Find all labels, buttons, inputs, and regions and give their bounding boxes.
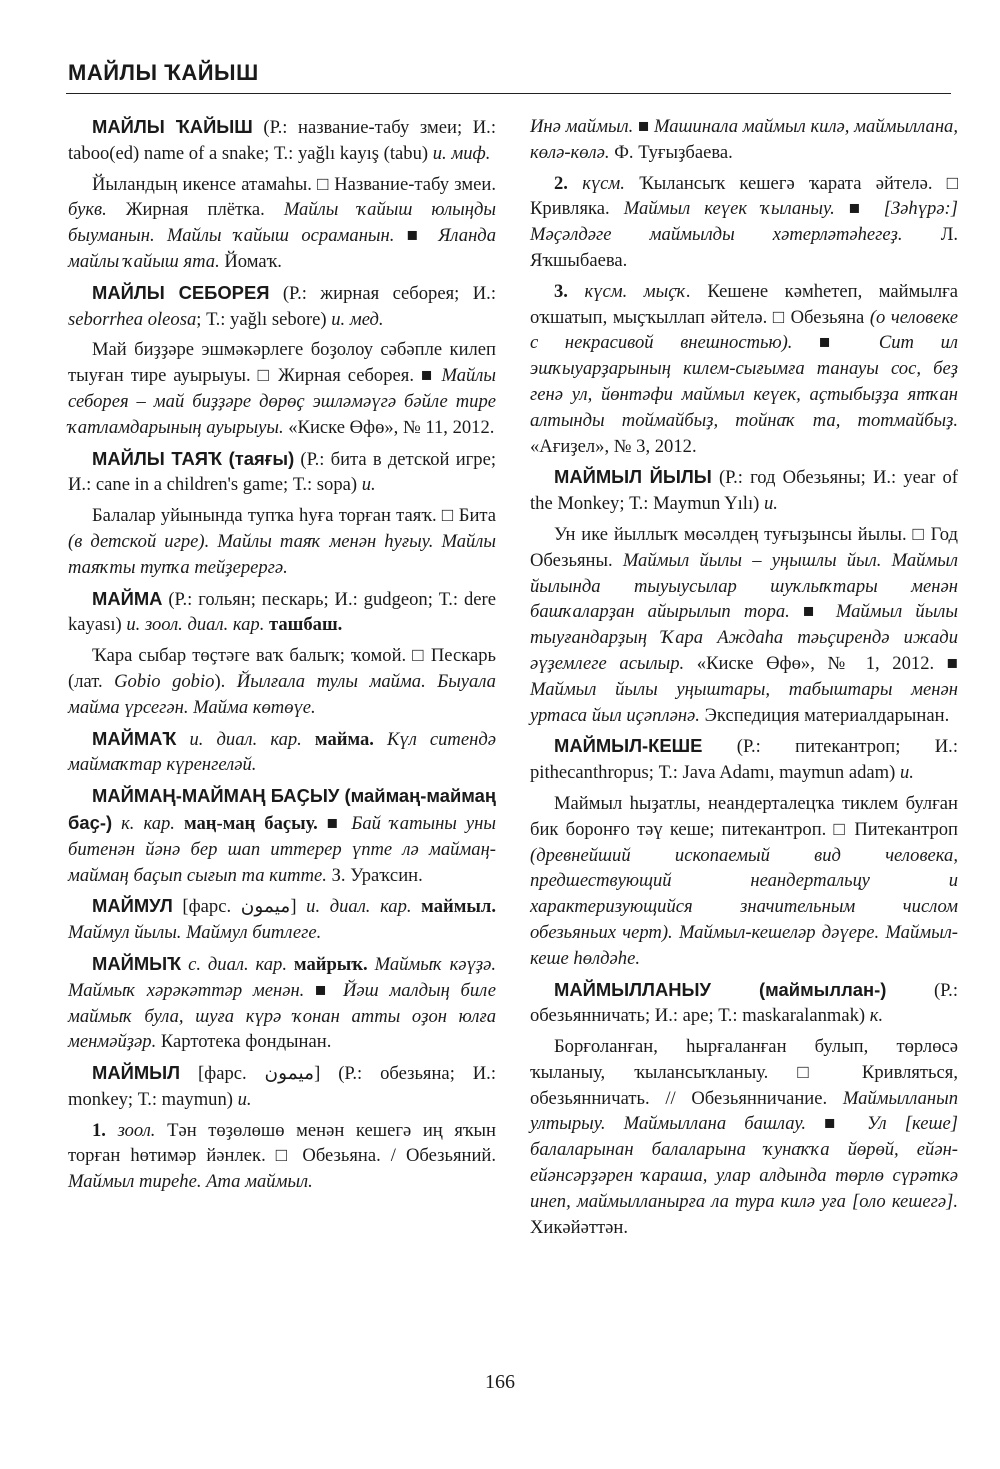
entry-paragraph [530,791,958,972]
entry-paragraph [530,171,958,274]
headword: МАЙМУЛ [92,895,173,917]
entry-paragraph [68,586,496,639]
entry-text: и. [763,493,778,515]
entry-text: Күл ситендә маймаҡтар күренгеләй. [68,728,496,776]
entry-text: 2. [554,172,583,194]
entry-paragraph [68,446,496,499]
entry-text: Маймыл һыҙатлы, неандерталецҡа тиклем булған бик боронғо тәү кеше; питекантроп. □ Питекантроп [530,792,958,840]
entry-text: майма. [301,728,374,750]
entry-text: Йылғала тулы майма. Быуала майма үрсегән. Майма көтөүе. [68,670,496,718]
entry-text [112,813,121,834]
entry-text: маң-маң баҫыу. [174,812,318,834]
headword: МАЙЛЫ СЕБОРЕЯ [92,281,270,303]
entry-text: Жирная плётка. [106,199,284,221]
entry-text: Маймыл йылы – уңышлы йыл. Маймыл йылында тыуыусылар шуҡлыҡтары менән башҡаларҙан айырылып тора. ■ Маймыл йылы тыуғандарҙың Ҡара Аждаһа тәьҫирендә ижади әүҙемлеге асылыр. [530,549,958,674]
headword: МАЙМЫЛ-КЕШЕ [554,735,703,757]
entry-text: к. кар. [121,812,175,834]
entry-text: (Р.: обезьянничать; И.: ape; Т.: maskaralanmak) [530,979,958,1027]
entry-paragraph [530,464,958,517]
entry-text: (Р.: жирная себорея; И.: [269,282,496,304]
entry-text: зоол. [117,1119,156,1141]
entry-text: (древнейший ископаемый вид человека, предшествующий неандертальцу и характеризующийся значительным числом обезьяньих черт). Маймыл-кешеләр дәүере. Маймыл-кеше һөлдәһе. [530,844,958,969]
entry-text: и. зоол. диал. кар. [126,614,265,636]
entry-text: Маймылланып ултырыу. Маймыллана башлау. ■ Ул [кеше] балаларынан балаларына ҡунаҡҡа йөрөй, ейән-ейәнсәрҙәрен ҡараша, улар алдында төрлө сүрәткә инеп, маймылланырға ла тура килә уға [оло кешегә]. [530,1087,958,1212]
entry-text: «Ағиҙел», № 3, 2012. [530,435,697,457]
entry-text: «Киске Өфө», № 1, 2012. [684,652,947,674]
entry-text: Ф. Туғыҙбаева. [609,141,733,163]
entry-text: күсм. мыҫҡ. [584,280,691,302]
entry-text: З. Ураҡсин. [326,864,423,886]
entry-text: 3. [554,280,585,302]
entry-text: ■ Маймыл йылы уңыштары, табыштары менән уртаса йыл иҫәпләнә. [530,652,958,726]
entry-text: Маймыл тиреһе. Ата маймыл. [68,1171,313,1193]
entry-text: Ҡылансыҡ кешегә ҡарата әйтелә. □ Кривляка. [530,172,958,220]
entry-text: ; Т.: yağlı sebore) [196,308,332,330]
entry-text: Маймул йылы. Маймул битлеге. [68,922,322,944]
entry-text: Борғоланған, һырғаланған булып, төрлөсә ҡыланыу, ҡылансыҡланыу. □ Кривляться, обезьянничать. // Обезьянничание. [530,1036,958,1109]
entry-text: ■ Бай ҡатыны уны битенән йәнә бер шап иттерер үпте лә маймаң-маймаң баҫып сығып та китте. [68,812,496,886]
entry-text: (Р.: бита в детской игре; И.: cane in a children's game; Т.: sopa) [68,448,496,496]
entry-paragraph [68,783,496,888]
entry-text: и. диал. кар. [306,896,412,918]
entry-text: [фарс. میمون] [172,896,307,918]
running-head: МАЙЛЫ ҠАЙЫШ [68,60,259,85]
entry-paragraph [68,337,496,440]
column-left [68,114,496,1200]
entry-text: Майлы ҡайыш юлыңды быуманын. Майлы ҡайыш осраманын. ■ Яланда майлы ҡайыш ята. [68,199,496,272]
entry-paragraph [530,977,958,1030]
entry-text: Кешене кәмһетеп, маймылға оҡшатып, мыҫҡыллап әйтелә. □ Обезьяна [530,280,959,328]
entry-text: букв. [68,199,107,221]
entry-paragraph [530,1034,958,1240]
entry-text: ). [214,670,237,692]
entry-text: с. диал. кар. [188,953,287,975]
page-number: 166 [485,1371,515,1393]
entry-text: Ун ике йыллыҡ мөсәлдең туғыҙынсы йылы. □ Год Обезьяны. [530,523,958,571]
entry-paragraph [530,733,958,786]
entry-text: [фарс. میمون] (Р.: обезьяна; И.: monkey; Т.: maymun) [68,1063,496,1110]
entry-text: (Р.: название-табу змеи; И.: taboo(ed) name of a snake; Т.: yağlı kayış (tabu) [68,117,496,164]
headword: МАЙМЫЛЛАНЫУ (маймыллан-) [554,978,887,1000]
headword: МАЙМЫЛ [92,1062,181,1084]
entry-text: «Киске Өфө», № 11, 2012. [283,416,495,438]
headword: МАЙМАҢ-МАЙМАҢ БАҪЫУ (маймаң-маймаң баҫ-) [68,785,496,833]
headword: МАЙЛЫ ҠАЙЫШ [92,116,253,137]
entry-text: майрыҡ. [287,953,368,975]
entry-text: seborrhea oleosa [68,308,197,330]
entry-paragraph [68,893,496,946]
entry-paragraph [68,726,496,779]
entry-text: Инә маймыл. ■ Машинала маймыл килә, маймыллана, көлә-көлә. [530,116,958,163]
entry-paragraph [530,114,958,166]
entry-text: Балалар уйынында тупҡа һуға торған таяҡ. □ Бита [92,505,496,527]
entry-text: и. [237,1088,252,1110]
headword: МАЙМЫЛ ЙЫЛЫ [554,466,712,488]
headword: МАЙМЫҠ [92,952,182,974]
entry-text: 1. [92,1119,118,1141]
entry-text: и. мед. [331,308,384,330]
entry-text: Л. Яҡшыбаева. [530,224,958,271]
entry-paragraph [68,172,496,275]
entry-text: и. [899,762,914,784]
column-right [530,114,958,1245]
entry-text: Картотека фондынан. [156,1031,332,1053]
entry-text [176,729,189,750]
headword: МАЙЛЫ ТАЯҠ (таяғы) [92,447,295,469]
entry-text: күсм. [582,172,625,194]
entry-text: ■ Майлы себорея – май биҙҙәре дөрөҫ эшләмәүгә бәйле тире ҡатламдарының ауырыуы. [68,365,496,438]
entry-paragraph [530,522,958,728]
entry-text: (Р.: питекантроп; И.: pithecanthropus; Т.: Java Adamı, maymun adam) [530,736,958,784]
entry-text: и. [361,474,376,496]
entry-paragraph [68,951,496,1055]
entry-paragraph [68,643,496,720]
entry-text: (о человеке с некрасивой внешностью). ■ Сит ил эшҡыуарҙарының килем-сығымға танауы сос, беҙ генә ул, йөнтәфи маймыл кеүек, аҫтыбыҙҙа ятҡан алтынды тоймайбыҙ, тойнаҡ та, тотмайбыҙ. [530,306,958,431]
header-rule [66,93,951,94]
entry-text [368,954,375,975]
entry-text: Йыландың икенсе атамаһы. □ Название-табу змеи. [92,173,496,195]
entry-paragraph [68,114,496,167]
entry-text: и. диал. кар. [189,728,302,750]
entry-text: (Р.: год Обезьяны; И.: year of the Monkey; Т.: Maymun Yılı) [530,467,958,515]
entry-text: Экспедиция материалдарынан. [699,704,950,726]
entry-text: Тән төҙөлөшө менән кешегә иң яҡын торған һөтимәр йәнлек. □ Обезьяна. / Обезьяний. [68,1119,496,1167]
entry-paragraph [68,280,496,333]
entry-text: Маймыҡ кәүҙә. Маймыҡ хәрәкәттәр менән. ■ Йәш малдың биле маймыҡ була, шуға күрә ҡонан атты оҙон юлға менмәйҙәр. [68,953,496,1053]
entry-text: маймыл. [411,896,496,918]
entry-text: Маймыл кеүек ҡыланыу. ■ [Зәһүрә:] Мәҫәлдәге маймылды хәтерләтәһегеҙ. [530,198,958,246]
headword: МАЙМАҠ [92,727,177,749]
entry-text: (в детской игре). Майлы таяҡ менән һуғыу. Майлы таяҡты тупҡа тейҙерергә. [68,530,496,578]
entry-text: и. миф. [432,142,491,164]
entry-paragraph [68,503,496,580]
entry-text: Хикәйәттән. [530,1216,628,1238]
headword: МАЙМА [92,587,163,609]
entry-paragraph [68,1060,496,1113]
entry-text: Gobio gobio [114,670,215,692]
entry-text: Май биҙҙәре эшмәкәрлеге боҙолоу сәбәпле килеп тыуған тире ауырыуы. □ Жирная себорея. [68,339,496,387]
entry-text: (Р.: гольян; пескарь; И.: gudgeon; Т.: dere kayası) [68,588,496,636]
entry-paragraph [68,1118,496,1195]
entry-text [318,813,327,834]
entry-text [374,729,387,750]
entry-text: Ҡара сыбар төҫтәге ваҡ балыҡ; ҡомой. □ Пескарь (лат. [68,645,496,692]
entry-paragraph [530,279,958,460]
entry-text: Йомаҡ. [219,250,282,272]
entry-text: ташбаш. [264,614,343,636]
entry-text: к. [869,1005,884,1027]
